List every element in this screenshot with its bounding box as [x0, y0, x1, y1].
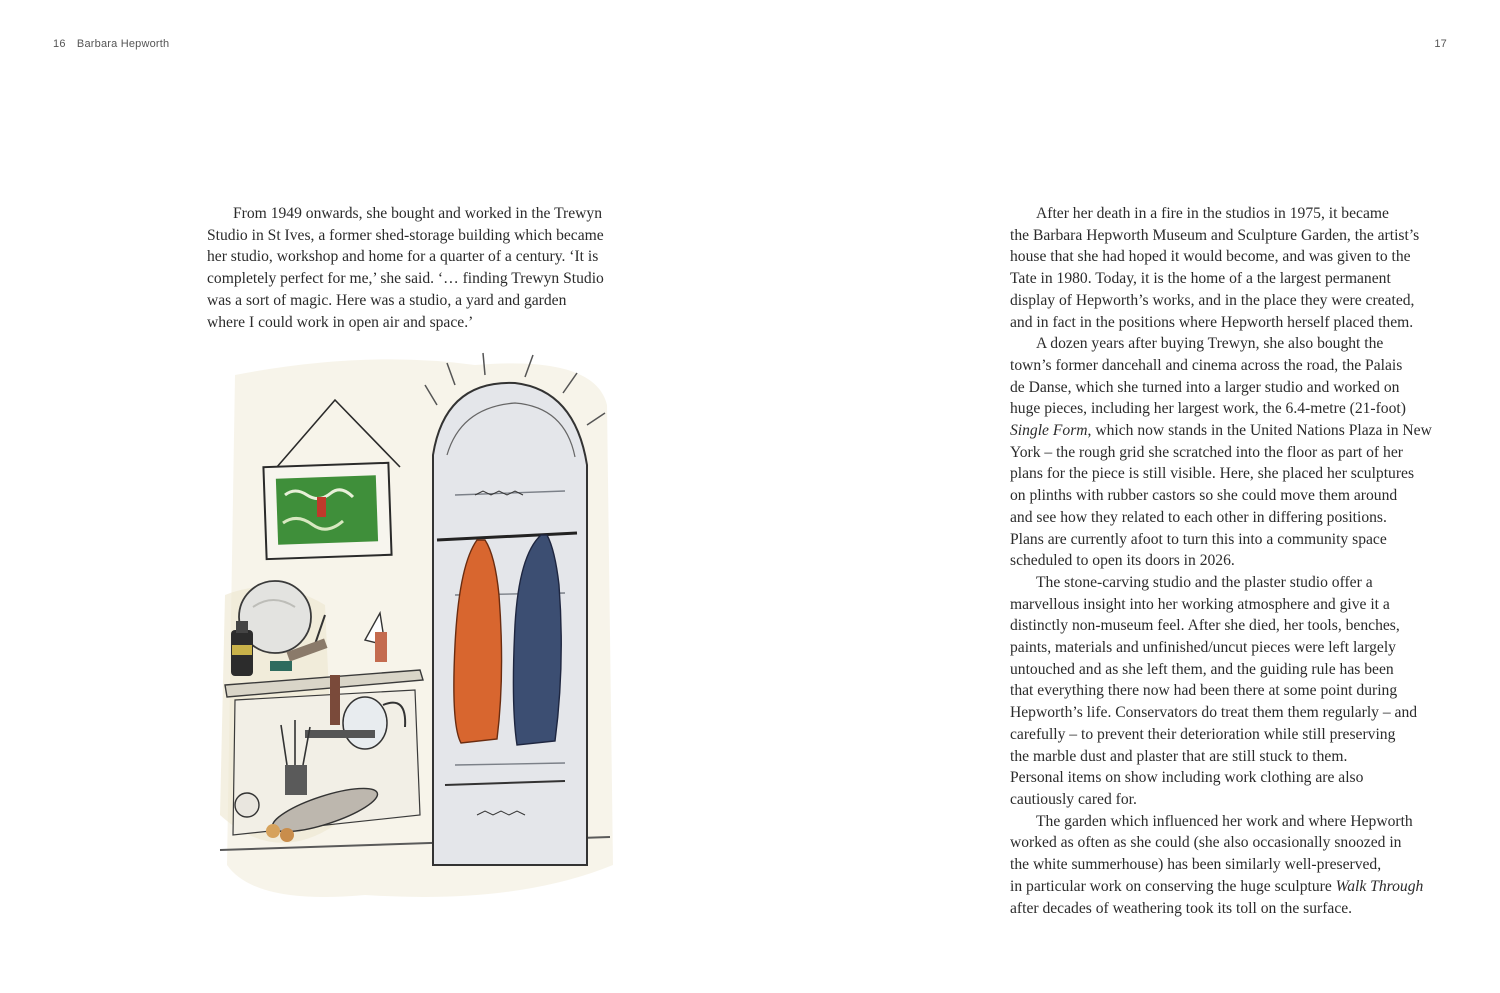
text-line [1010, 420, 1450, 442]
text-line: marvellous insight into her working atmosphere and give it a [1010, 595, 1390, 613]
text-line: de Danse, which she turned into a larger studio and worked on [1010, 378, 1400, 396]
text-line: and see how they related to each other in differing positions. [1010, 508, 1387, 526]
text-line: town’s former dancehall and cinema across the road, the Palais [1010, 356, 1403, 374]
text-line: Studio in St Ives, a former shed-storage building which became [207, 226, 604, 244]
text-line: the white summerhouse) has been similarly well-preserved, [1010, 856, 1382, 874]
text-line: that everything there now had been there at some point during [1010, 682, 1398, 700]
text-line: huge pieces, including her largest work, the 6.4-metre (21-foot) [1010, 400, 1406, 418]
left-body-text [207, 203, 627, 333]
text-line: Hepworth’s life. Conservators do treat them them regularly – and [1010, 704, 1418, 722]
text-line: Personal items on show including work clothing are also [1010, 769, 1364, 787]
studio-illustration [215, 345, 615, 910]
right-body-text [1010, 203, 1450, 919]
text-fragment: , which now stands in the United Nations Plaza in New [1087, 422, 1432, 440]
text-line: Plans are currently afoot to turn this into a community space [1010, 530, 1387, 548]
text-line: was a sort of magic. Here was a studio, a yard and garden [207, 291, 567, 309]
text-line: York – the rough grid she scratched into the floor as part of her [1010, 443, 1403, 461]
text-line: Tate in 1980. Today, it is the home of a the largest permanent [1010, 270, 1391, 288]
artwork-title-single-form: Single Form [1010, 422, 1088, 440]
text-line: house that she had hoped it would become, and was given to the [1010, 248, 1411, 266]
text-line: the Barbara Hepworth Museum and Sculpture Garden, the artist’s [1010, 226, 1420, 244]
text-line: where I could work in open air and space.’ [207, 313, 474, 331]
text-line: distinctly non-museum feel. After she died, her tools, benches, [1010, 617, 1400, 635]
artwork-title-walk-through: Walk Through [1335, 877, 1424, 895]
text-line: completely perfect for me,’ she said. ‘… finding Trewyn Studio [207, 270, 604, 288]
text-line: A dozen years after buying Trewyn, she also bought the [1036, 335, 1384, 353]
text-line: cautiously cared for. [1010, 790, 1137, 808]
running-title: Barbara Hepworth [76, 38, 170, 50]
text-line: After her death in a fire in the studios in 1975, it became [1036, 205, 1389, 222]
text-line: scheduled to open its doors in 2026. [1010, 552, 1235, 570]
text-line: on plinths with rubber castors so she could move them around [1010, 487, 1398, 505]
text-line: the marble dust and plaster that are still stuck to them. [1010, 747, 1348, 765]
text-line [1010, 876, 1450, 898]
running-head-left [53, 38, 169, 50]
text-line: carefully – to prevent their deterioration while still preserving [1010, 725, 1396, 743]
right-page-number: 17 [1434, 38, 1447, 50]
text-line: worked as often as she could (she also occasionally snoozed in [1010, 834, 1402, 852]
text-line: display of Hepworth’s works, and in the place they were created, [1010, 291, 1415, 309]
text-line: plans for the piece is still visible. Here, she placed her sculptures [1010, 465, 1415, 483]
text-line: untouched and as she left them, and the guiding rule has been [1010, 660, 1394, 678]
text-line: From 1949 onwards, she bought and worked in the Trewyn [233, 205, 603, 222]
text-line: The stone-carving studio and the plaster studio offer a [1036, 573, 1373, 591]
left-page-number: 16 [53, 38, 66, 50]
text-line: her studio, workshop and home for a quarter of a century. ‘It is [207, 248, 599, 266]
text-line: The garden which influenced her work and where Hepworth [1036, 812, 1413, 830]
text-line: after decades of weathering took its toll on the surface. [1010, 899, 1353, 917]
text-line: paints, materials and unfinished/uncut pieces were left largely [1010, 639, 1396, 657]
text-fragment: in particular work on conserving the huge sculpture [1010, 877, 1336, 895]
text-line: and in fact in the positions where Hepworth herself placed them. [1010, 313, 1414, 331]
